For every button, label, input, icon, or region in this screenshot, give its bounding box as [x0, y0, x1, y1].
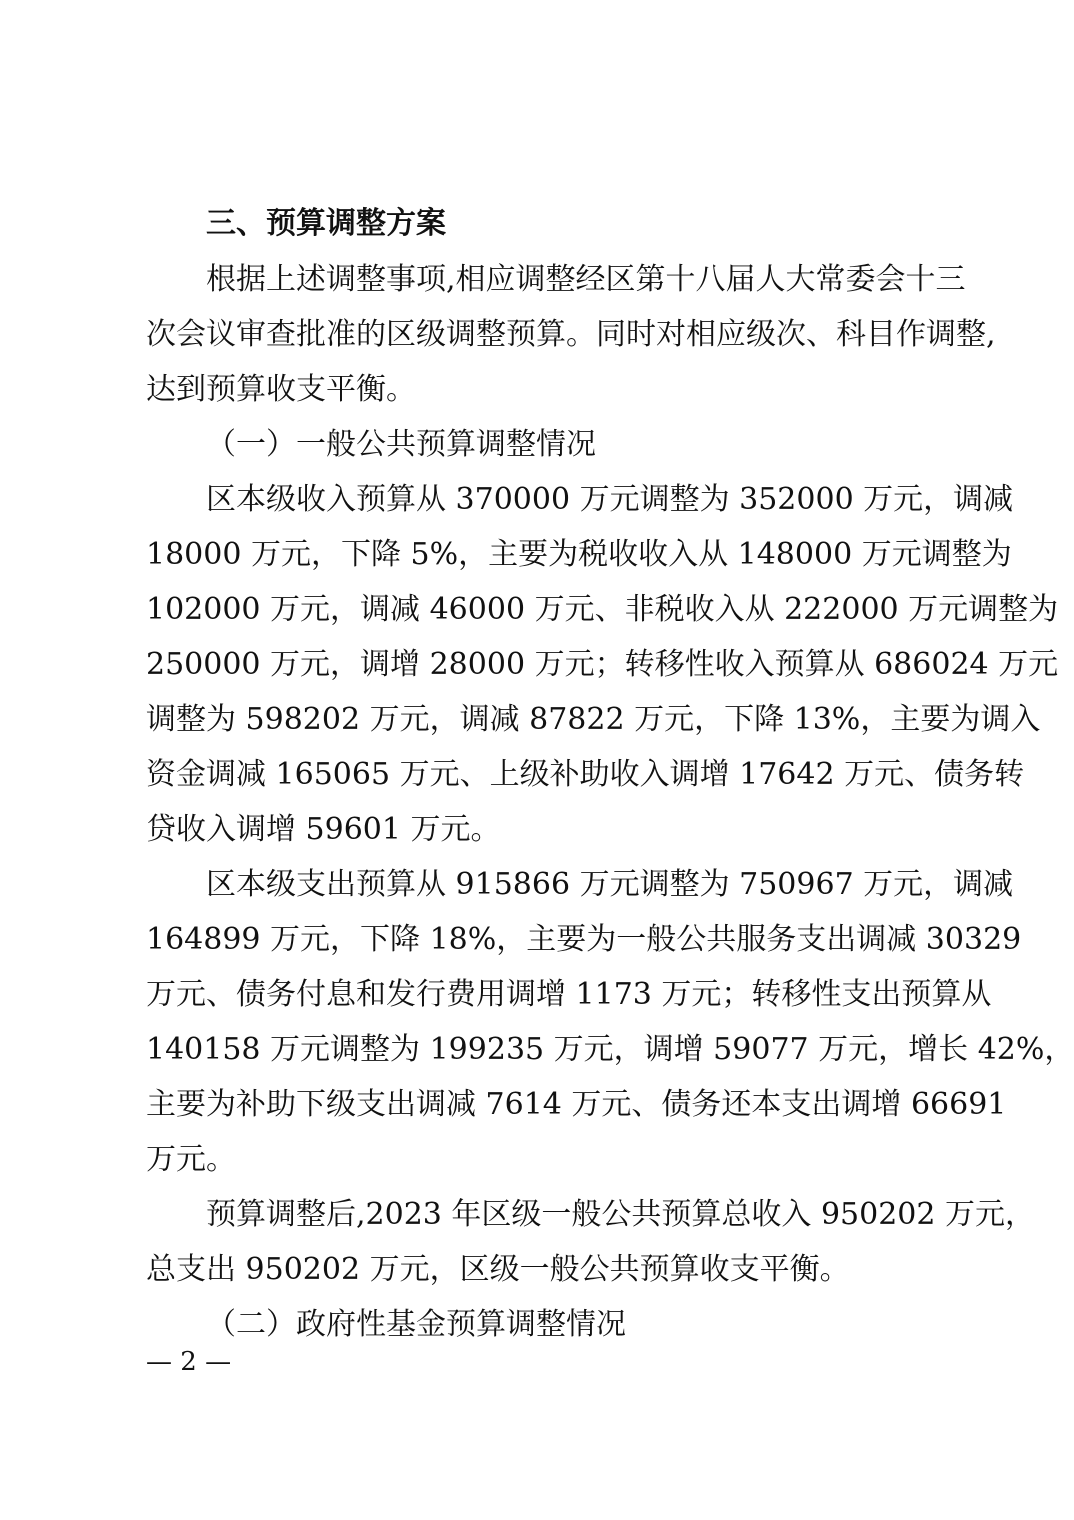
revenue-line: 区本级收入预算从 370000 万元调整为 352000 万元，调减: [206, 482, 1014, 517]
revenue-line: 102000 万元，调减 46000 万元、非税收入从 222000 万元调整为: [146, 592, 1059, 627]
revenue-line: 18000 万元，下降 5%，主要为税收收入从 148000 万元调整为: [146, 537, 1012, 572]
revenue-line: 调整为 598202 万元，调减 87822 万元，下降 13%，主要为调入: [146, 702, 1041, 737]
expenditure-line: 主要为补助下级支出调减 7614 万元、债务还本支出调增 66691: [146, 1087, 1007, 1122]
expenditure-line: 区本级支出预算从 915866 万元调整为 750967 万元，调减: [206, 867, 1014, 902]
intro-line: 根据上述调整事项,相应调整经区第十八届人大常委会十三: [206, 262, 966, 297]
revenue-line: 资金调减 165065 万元、上级补助收入调增 17642 万元、债务转: [146, 757, 1025, 792]
subsection-2-heading: （二）政府性基金预算调整情况: [206, 1307, 626, 1342]
balance-line: 预算调整后,2023 年区级一般公共预算总收入 950202 万元，: [206, 1197, 1036, 1232]
expenditure-line: 164899 万元，下降 18%，主要为一般公共服务支出调减 30329: [146, 922, 1022, 957]
subsection-1-heading: （一）一般公共预算调整情况: [206, 427, 596, 462]
intro-line: 达到预算收支平衡。: [146, 372, 416, 407]
expenditure-line: 140158 万元调整为 199235 万元，调增 59077 万元，增长 42%，: [146, 1032, 1074, 1067]
revenue-line: 250000 万元，调增 28000 万元；转移性收入预算从 686024 万元: [146, 647, 1059, 682]
page-number: — 2 —: [146, 1347, 232, 1377]
balance-line: 总支出 950202 万元，区级一般公共预算收支平衡。: [146, 1252, 850, 1287]
expenditure-line: 万元、债务付息和发行费用调增 1173 万元；转移性支出预算从: [146, 977, 992, 1012]
section-heading: 三、预算调整方案: [206, 206, 446, 241]
revenue-line: 贷收入调增 59601 万元。: [146, 812, 501, 847]
intro-line: 次会议审查批准的区级调整预算。同时对相应级次、科目作调整,: [146, 317, 996, 352]
expenditure-line: 万元。: [146, 1142, 236, 1177]
